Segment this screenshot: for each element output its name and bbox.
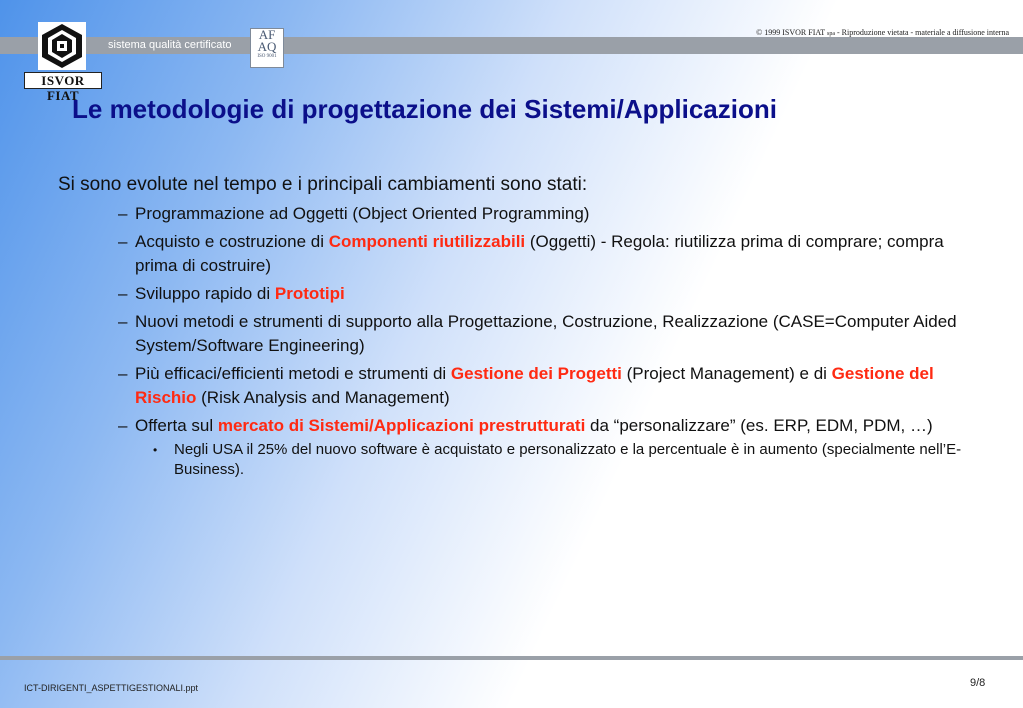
isvor-fiat-logo-icon xyxy=(38,22,86,70)
bullet-marker: • xyxy=(153,443,158,457)
cert-line-1: AF xyxy=(258,27,276,42)
quality-tagline: sistema qualità certificato xyxy=(108,39,232,51)
list-item xyxy=(58,282,988,306)
sub-item-text: Negli USA il 25% del nuovo software è acquistato e personalizzato e la percentuale è in aumento (specialmente nell’E-Business). xyxy=(174,441,962,478)
item-highlight: Gestione dei Progetti xyxy=(450,364,622,383)
footer-bar xyxy=(0,656,1023,660)
list-item xyxy=(58,202,988,226)
item-text: Più efficaci/efficienti metodi e strumenti di xyxy=(135,364,451,383)
dash-marker: – xyxy=(118,364,128,383)
change-list xyxy=(58,202,988,480)
copyright-notice xyxy=(756,28,1009,37)
dash-marker: – xyxy=(118,284,128,303)
copyright-spa: spa xyxy=(826,31,835,37)
item-text: Offerta sul xyxy=(135,416,218,435)
copyright-main: © 1999 ISVOR FIAT xyxy=(756,28,825,37)
page-number: 9/8 xyxy=(970,677,986,689)
list-item xyxy=(58,230,988,278)
dash-marker: – xyxy=(118,204,128,223)
sub-list-item xyxy=(135,440,988,480)
item-highlight: Componenti riutilizzabili xyxy=(328,232,526,251)
afaq-certification-logo xyxy=(250,28,284,68)
item-highlight: mercato di Sistemi/Applicazioni prestrutturati xyxy=(217,416,586,435)
item-text: da “personalizzare” (es. ERP, EDM, PDM, …) xyxy=(585,416,933,435)
item-highlight: Prototipi xyxy=(274,284,345,303)
list-item xyxy=(58,362,988,410)
footer-filename: ICT-DIRIGENTI_ASPETTIGESTIONALI.ppt xyxy=(24,683,199,693)
item-text: Acquisto e costruzione di xyxy=(135,232,329,251)
item-text: Sviluppo rapido di xyxy=(135,284,275,303)
copyright-rest: - Riproduzione vietata - materiale a diffusione interna xyxy=(836,28,1009,37)
item-highlight: Gestione del Rischio xyxy=(135,364,934,407)
dash-marker: – xyxy=(118,232,128,251)
item-text: (Risk Analysis and Management) xyxy=(196,388,450,407)
dash-marker: – xyxy=(118,416,128,435)
slide-title: Le metodologie di progettazione dei Sistemi/Applicazioni xyxy=(72,94,777,124)
cert-line-2: AQ xyxy=(257,39,277,54)
list-item xyxy=(58,414,988,480)
cert-standard: ISO 9001 xyxy=(257,54,277,59)
item-text: Nuovi metodi e strumenti di supporto alla Progettazione, Costruzione, Realizzazione (CASE=Computer Aided System/Software Engineering) xyxy=(135,312,957,355)
item-text: Programmazione ad Oggetti (Object Oriented Programming) xyxy=(135,204,590,223)
item-text: (Project Management) e di xyxy=(621,364,832,383)
sub-list xyxy=(135,440,988,480)
dash-marker: – xyxy=(118,312,128,331)
brand-name: ISVOR FIAT xyxy=(24,72,102,89)
slide-body xyxy=(58,174,988,484)
list-item xyxy=(58,310,988,358)
item-text: (Oggetti) - Regola: riutilizza prima di comprare; compra prima di costruire) xyxy=(135,232,944,275)
intro-text: Si sono evolute nel tempo e i principali cambiamenti sono stati: xyxy=(58,174,588,195)
